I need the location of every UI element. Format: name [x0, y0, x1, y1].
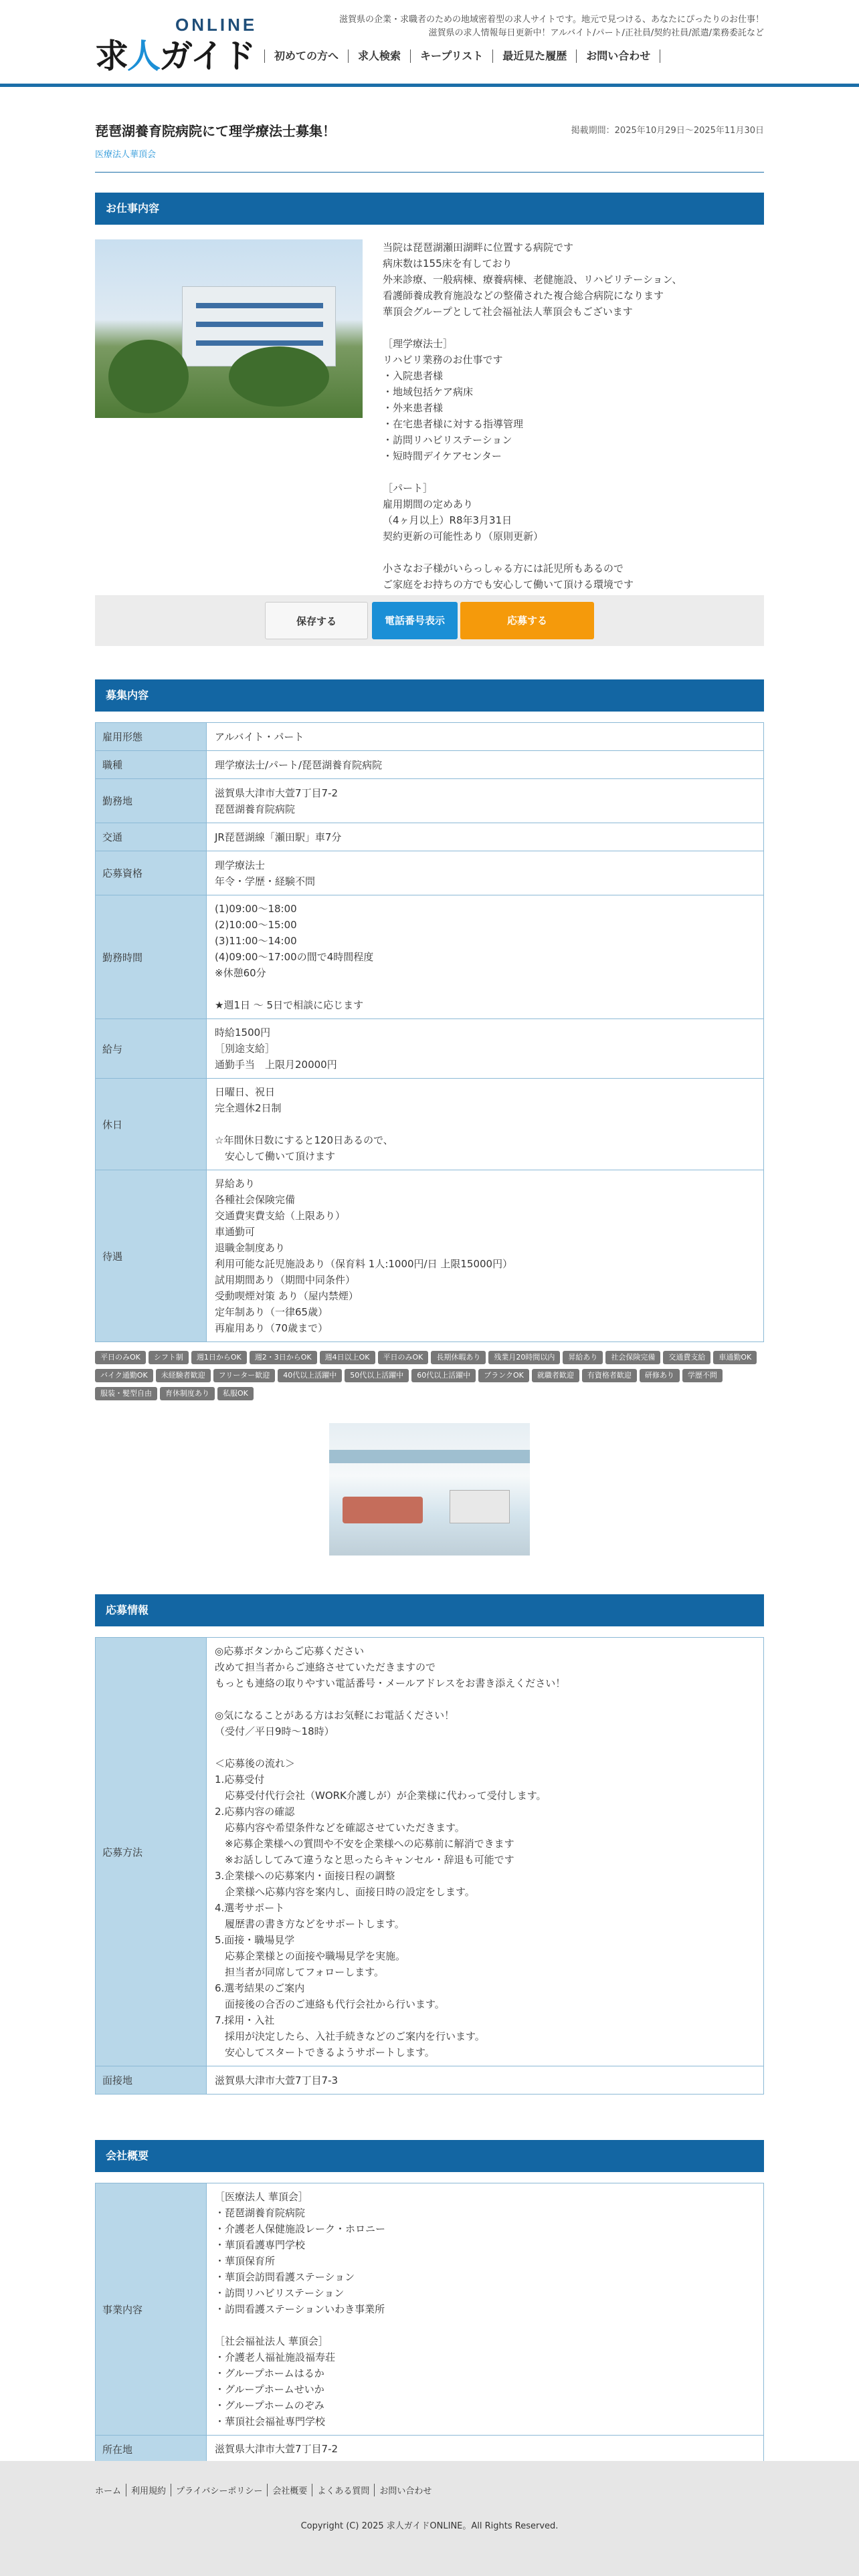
- section-heading-work: お仕事内容: [95, 193, 764, 225]
- feature-tag: 週2・3日からOK: [250, 1351, 317, 1364]
- company-section: [95, 2140, 764, 2456]
- row-value: アルバイト・パート: [207, 723, 764, 751]
- feature-tag: 週1日からOK: [191, 1351, 247, 1364]
- row-value: 理学療法士/パート/琵琶湖養育院病院: [207, 751, 764, 779]
- company-link[interactable]: 医療法人華頂会: [95, 150, 157, 160]
- recruit-section: [95, 679, 764, 1569]
- work-section: [95, 193, 764, 647]
- nav-contact[interactable]: お問い合わせ: [576, 49, 660, 63]
- interior-photo: [329, 1423, 530, 1555]
- feature-tag: 未経験者歓迎: [156, 1369, 211, 1382]
- bench: [343, 1497, 423, 1523]
- site-logo[interactable]: [95, 15, 262, 76]
- feature-tag: 残業月20時間以内: [488, 1351, 560, 1364]
- footer-link-privacy[interactable]: プライバシーポリシー: [171, 2484, 267, 2496]
- table-row: [96, 851, 764, 895]
- feature-tag: バイク通勤OK: [95, 1369, 153, 1382]
- table-row: [96, 1079, 764, 1170]
- action-buttons: [95, 595, 764, 646]
- tagline-line-2: 滋賀県の求人情報毎日更新中！アルバイト/パート/正社員/契約社員/派遣/業務委託など: [428, 28, 764, 38]
- feature-tag: シフト制: [149, 1351, 189, 1364]
- feature-tag: 50代以上活躍中: [345, 1369, 409, 1382]
- feature-tag: 学歴不問: [682, 1369, 723, 1382]
- row-value: (1)09:00～18:00 (2)10:00～15:00 (3)11:00～14:00 (4)09:00～17:00の間で4時間程度 ※休憩60分 ★週1日 ～ 5日で相談に応じます: [207, 895, 764, 1019]
- tree: [108, 340, 189, 413]
- table-row: [96, 895, 764, 1019]
- nav-keep-list[interactable]: キープリスト: [410, 49, 492, 63]
- table-row: [96, 823, 764, 851]
- table-row: [96, 779, 764, 823]
- table-row: [96, 2066, 764, 2095]
- row-value: 滋賀県大津市大萱7丁目7-2 琵琶湖養育院病院: [207, 779, 764, 823]
- footer-link-company[interactable]: 会社概要: [267, 2484, 312, 2496]
- footer-link-contact[interactable]: お問い合わせ: [374, 2484, 436, 2496]
- window-band: [329, 1450, 530, 1463]
- tagline-line-1: 滋賀県の企業・求職者のための地域密着型の求人サイトです。地元で見つける、あなたにぴったりのお仕事！: [339, 15, 764, 25]
- row-value: 滋賀県大津市大萱7丁目7-3: [207, 2066, 764, 2095]
- feature-tag: 平日のみOK: [95, 1351, 146, 1364]
- feature-tag: 平日のみOK: [378, 1351, 429, 1364]
- footer-link-home[interactable]: ホーム: [95, 2486, 122, 2496]
- table-row: [96, 751, 764, 779]
- job-header: [95, 115, 764, 173]
- posting-period: 掲載期間：2025年10月29日～2025年11月30日: [571, 126, 764, 136]
- feature-tag: 40代以上活躍中: [278, 1369, 342, 1382]
- apply-table: [95, 1637, 764, 2095]
- footer-link-faq[interactable]: よくある質問: [312, 2484, 374, 2496]
- feature-tag: 研修あり: [640, 1369, 680, 1382]
- row-label: 交通: [96, 823, 207, 851]
- job-title: 琵琶湖養育院病院にて理学療法士募集！: [95, 123, 336, 139]
- feature-tag: 60代以上活躍中: [411, 1369, 476, 1382]
- copyright: Copyright (C) 2025 求人ガイドONLINE。All Rights Reserved.: [300, 2521, 559, 2531]
- feature-tag: 育休制度あり: [160, 1387, 215, 1400]
- feature-tag: 服装・髪型自由: [95, 1387, 157, 1400]
- section-heading-recruit: 募集内容: [95, 679, 764, 712]
- row-value: JR琵琶湖線「瀬田駅」車7分: [207, 823, 764, 851]
- building-window-row: [196, 322, 323, 327]
- footer-link-terms[interactable]: 利用規約: [126, 2484, 171, 2496]
- row-label: 事業内容: [96, 2183, 207, 2436]
- section-heading-apply: 応募情報: [95, 1594, 764, 1626]
- feature-tag: 就職者歓迎: [532, 1369, 579, 1382]
- row-value: 日曜日、祝日 完全週休2日制 ☆年間休日数にすると120日あるので、 安心して働いて頂けます: [207, 1079, 764, 1170]
- row-value: 時給1500円 ［別途支給］ 通勤手当 上限月20000円: [207, 1019, 764, 1079]
- logo-main-text: [95, 29, 255, 78]
- hospital-photo: [95, 239, 363, 418]
- table-row: [96, 2183, 764, 2436]
- feature-tag: 私服OK: [217, 1387, 254, 1400]
- site-header: [0, 0, 859, 87]
- table-row: [96, 1019, 764, 1079]
- row-value: 滋賀県大津市大萱7丁目7-2: [207, 2436, 764, 2463]
- logo-char-1: 求: [95, 37, 127, 76]
- reception-desk: [450, 1490, 510, 1523]
- feature-tag: 社会保険完備: [605, 1351, 660, 1364]
- row-label: 所在地: [96, 2436, 207, 2463]
- site-footer: [0, 2461, 859, 2576]
- row-label: 応募方法: [96, 1638, 207, 2066]
- row-value: ［医療法人 華頂会］ ・琵琶湖養育院病院 ・介護老人保健施設レーク・ホロニー ・華頂看護専門学校 ・華頂保育所 ・華頂会訪問看護ステーション ・訪問リハビリステーション ・訪問看護ステーションいわき事業所 ［社会福祉法人 華頂会］ ・介護老人福祉施設福寿荘 ・グループホームはるか ・グループホームせいか ・グループホームのぞみ ・華頂社会福祉専門学校: [207, 2183, 764, 2436]
- logo-char-2: 人: [127, 37, 159, 76]
- nav-history[interactable]: 最近見た履歴: [492, 49, 576, 63]
- feature-tag: 長期休暇あり: [431, 1351, 486, 1364]
- building-window-row: [196, 303, 323, 308]
- table-row: [96, 2436, 764, 2463]
- logo-char-3: ガイド: [159, 37, 255, 76]
- row-label: 待遇: [96, 1170, 207, 1342]
- feature-tag: 昇給あり: [563, 1351, 603, 1364]
- row-label: 雇用形態: [96, 723, 207, 751]
- row-label: 給与: [96, 1019, 207, 1079]
- global-nav: [264, 49, 660, 63]
- row-label: 勤務時間: [96, 895, 207, 1019]
- apply-section: [95, 1594, 764, 2116]
- nav-job-search[interactable]: 求人検索: [348, 49, 410, 63]
- apply-button[interactable]: 応募する: [460, 602, 594, 639]
- footer-links: [95, 2484, 436, 2496]
- logo-online-text: ONLINE: [175, 15, 258, 35]
- feature-tag: 交通費支給: [663, 1351, 710, 1364]
- row-value: 理学療法士 年令・学歴・経験不問: [207, 851, 764, 895]
- row-label: 面接地: [96, 2066, 207, 2095]
- site-tagline: [339, 13, 764, 40]
- company-table: [95, 2183, 764, 2463]
- feature-tag: ブランクOK: [478, 1369, 529, 1382]
- building-window-row: [196, 340, 323, 346]
- row-label: 勤務地: [96, 779, 207, 823]
- table-row: [96, 1638, 764, 2066]
- row-value: 昇給あり 各種社会保険完備 交通費実費支給（上限あり） 車通勤可 退職金制度あり 利用可能な託児施設あり（保育料 1人:1000円/日 上限15000円） 試用期間あり（期間中同条件） 受動喫煙対策 あり（屋内禁煙） 定年制あり（一律65歳） 再雇用あり（70歳まで）: [207, 1170, 764, 1342]
- row-label: 応募資格: [96, 851, 207, 895]
- feature-tag: フリーター歓迎: [213, 1369, 276, 1382]
- table-row: [96, 1170, 764, 1342]
- job-description: 当院は琵琶湖瀬田湖畔に位置する病院です 病床数は155床を有しており 外来診療、一般病棟、療養病棟、老健施設、リハビリテーション、 看護師養成教育施設などの整備された複合総合病院になります 華頂会グループとして社会福祉法人華頂会もございます ［理学療法士］ リハビリ業務のお仕事です ・入院患者様 ・地域包括ケア病床 ・外来患者様 ・在宅患者様に対する指導管理 ・訪問リハビリステーション ・短時間デイケアセンター ［パート］ 雇用期間の定めあり （4ヶ月以上）R8年3月31日 契約更新の可能性あり（原則更新） 小さなお子様がいらっしゃる方には託児所もあるので ご家庭をお持ちの方でも安心して働いて頂ける環境です: [383, 241, 682, 591]
- feature-tag: 有資格者歓迎: [582, 1369, 637, 1382]
- tree: [229, 346, 329, 407]
- row-label: 休日: [96, 1079, 207, 1170]
- save-button[interactable]: 保存する: [265, 602, 368, 639]
- row-label: 職種: [96, 751, 207, 779]
- feature-tags: [95, 1351, 764, 1405]
- feature-tag: 車通勤OK: [713, 1351, 757, 1364]
- table-row: [96, 723, 764, 751]
- section-heading-company: 会社概要: [95, 2140, 764, 2172]
- row-value: ◎応募ボタンからご応募ください 改めて担当者からご連絡させていただきますので もっとも連絡の取りやすい電話番号・メールアドレスをお書き添えください！ ◎気になることがある方はお気軽にお電話ください！ （受付／平日9時～18時） ＜応募後の流れ＞ 1.応募受付 応募受付代行会社（WORK介護しが）が企業様に代わって受付します。 2.応募内容の確認 応募内容や希望条件などを確認させていただきます。 ※応募企業様への質問や不安を企業様への応募前に解消できます ※お話ししてみて違うなと思ったらキャンセル・辞退も可能です 3.企業様への応募案内・面接日程の調整 企業様へ応募内容を案内し、面接日時の設定をします。 4.選考サポート 履歴書の書き方などをサポートします。 5.面接・職場見学 応募企業様との面接や職場見学を実施。 担当者が同席してフォローします。 6.選考結果のご案内 面接後の合否のご連絡も代行会社から行います。 7.採用・入社 採用が決定したら、入社手続きなどのご案内を行います。 安心してスタートできるようサポートします。: [207, 1638, 764, 2066]
- show-phone-button[interactable]: 電話番号表示: [372, 602, 458, 639]
- nav-first-time[interactable]: 初めての方へ: [264, 49, 348, 63]
- feature-tag: 週4日以上OK: [320, 1351, 375, 1364]
- recruit-table: [95, 722, 764, 1342]
